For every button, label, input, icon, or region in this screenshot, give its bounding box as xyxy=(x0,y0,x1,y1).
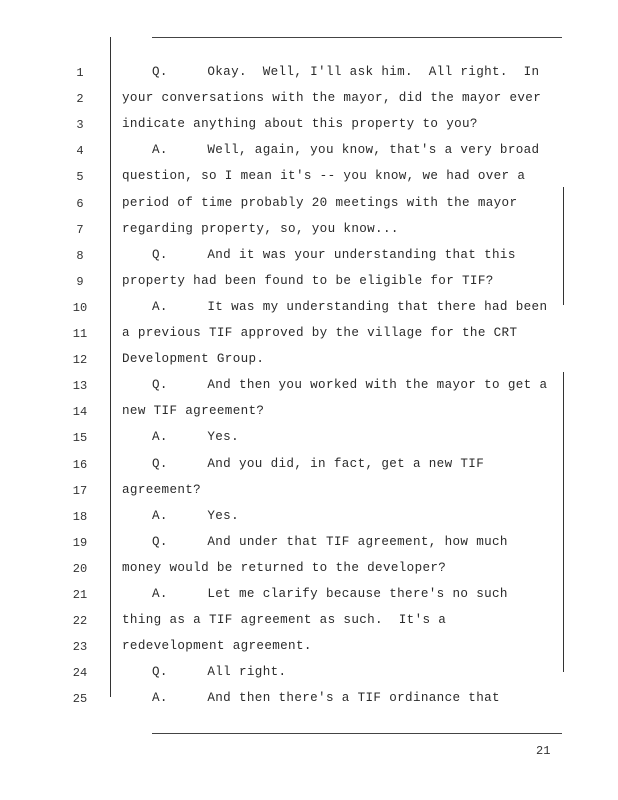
line-number: 15 xyxy=(72,431,88,446)
transcript-line xyxy=(0,663,618,685)
line-text: question, so I mean it's -- you know, we had over a xyxy=(122,169,526,184)
transcript-line xyxy=(0,194,618,216)
line-number: 13 xyxy=(72,379,88,394)
top-rule xyxy=(152,37,562,38)
line-number: 20 xyxy=(72,561,88,576)
line-number: 12 xyxy=(72,353,88,368)
transcript-line xyxy=(0,376,618,398)
line-number: 24 xyxy=(72,666,88,681)
line-text: A. It was my understanding that there had been xyxy=(152,299,548,314)
transcript-line xyxy=(0,141,618,163)
transcript-line xyxy=(0,246,618,268)
transcript-line xyxy=(0,89,618,111)
line-text: indicate anything about this property to you? xyxy=(122,117,478,132)
line-number: 2 xyxy=(76,92,84,107)
line-number: 25 xyxy=(72,692,88,707)
line-text: thing as a TIF agreement as such. It's a xyxy=(122,613,447,628)
line-number: 11 xyxy=(72,327,88,341)
line-number: 22 xyxy=(72,614,88,629)
transcript-line xyxy=(0,115,618,137)
transcript-line xyxy=(0,611,618,633)
transcript-line xyxy=(0,220,618,242)
line-number: 5 xyxy=(76,170,84,185)
transcript-line xyxy=(0,481,618,503)
transcript-line xyxy=(0,402,618,424)
line-text: Q. And you did, in fact, get a new TIF xyxy=(152,456,485,471)
transcript-line xyxy=(0,585,618,607)
transcript-line xyxy=(0,428,618,450)
line-text: A. Let me clarify because there's no such xyxy=(152,587,508,601)
bottom-rule xyxy=(152,733,562,734)
line-number: 1 xyxy=(76,66,84,80)
line-text: new TIF agreement? xyxy=(122,404,265,419)
transcript-line xyxy=(0,507,618,529)
transcript-line xyxy=(0,637,618,659)
line-text: Q. All right. xyxy=(152,665,287,680)
line-text: Q. And then you worked with the mayor to get a xyxy=(152,378,548,393)
line-text: A. Well, again, you know, that's a very broad xyxy=(152,143,540,158)
line-number: 3 xyxy=(76,118,84,133)
line-text: Q. Okay. Well, I'll ask him. All right. In xyxy=(152,65,540,79)
line-number: 8 xyxy=(76,248,84,263)
line-text: agreement? xyxy=(122,482,202,497)
line-text: Development Group. xyxy=(122,352,265,367)
line-text: Q. And under that TIF agreement, how much xyxy=(152,534,508,549)
line-text: A. Yes. xyxy=(152,508,239,523)
line-number: 19 xyxy=(72,535,88,550)
line-number: 16 xyxy=(72,457,88,472)
line-number: 23 xyxy=(72,640,88,655)
line-number: 10 xyxy=(72,300,88,315)
line-text: regarding property, so, you know... xyxy=(122,221,399,236)
line-text: redevelopment agreement. xyxy=(122,639,312,654)
line-number: 18 xyxy=(72,509,88,524)
line-text: A. Yes. xyxy=(152,430,239,445)
line-number: 7 xyxy=(76,222,84,237)
transcript-line xyxy=(0,350,618,372)
line-text: A. And then there's a TIF ordinance that xyxy=(152,691,500,706)
line-number: 14 xyxy=(72,405,88,420)
transcript-line xyxy=(0,455,618,477)
transcript-line xyxy=(0,533,618,555)
line-number: 4 xyxy=(76,144,84,159)
transcript-line xyxy=(0,298,618,320)
line-text: a previous TIF approved by the village for the CRT xyxy=(122,326,518,340)
transcript-line xyxy=(0,324,618,346)
line-number: 9 xyxy=(76,274,84,289)
line-number: 21 xyxy=(72,588,88,602)
line-number: 17 xyxy=(72,483,88,498)
line-text: your conversations with the mayor, did the mayor ever xyxy=(122,91,542,106)
transcript-line xyxy=(0,559,618,581)
line-text: Q. And it was your understanding that this xyxy=(152,247,516,262)
transcript-line xyxy=(0,272,618,294)
line-text: property had been found to be eligible for TIF? xyxy=(122,273,494,288)
line-number: 6 xyxy=(76,196,84,211)
line-text: money would be returned to the developer? xyxy=(122,560,447,575)
transcript-line xyxy=(0,689,618,711)
transcript-line xyxy=(0,167,618,189)
page-number: 21 xyxy=(536,744,551,758)
transcript-line xyxy=(0,63,618,85)
line-text: period of time probably 20 meetings with the mayor xyxy=(122,195,518,210)
